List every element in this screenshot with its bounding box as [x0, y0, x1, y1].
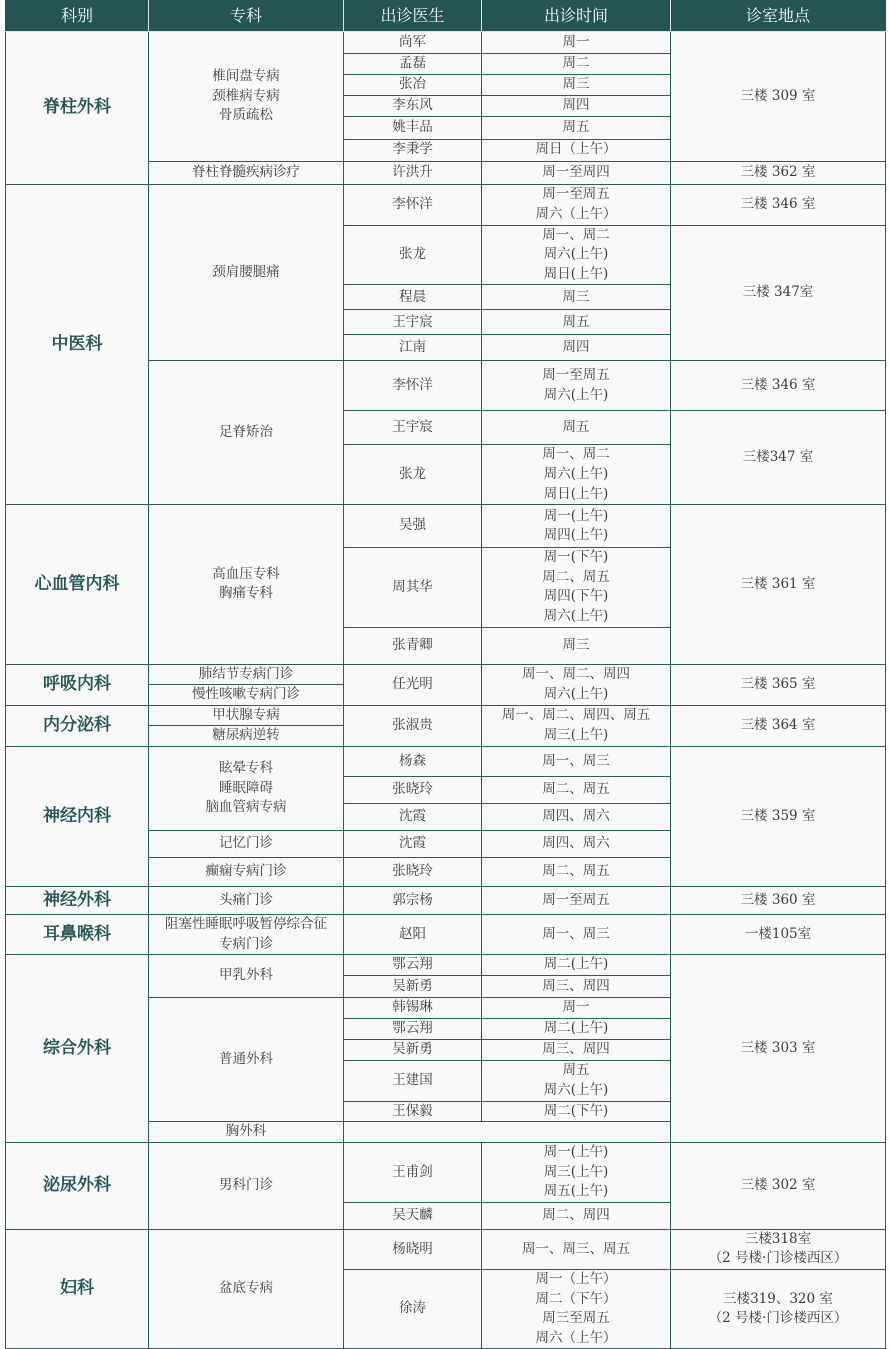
doctor-cell: 姚丰品 — [344, 116, 482, 139]
time-cell: 周一、周三 — [482, 914, 671, 954]
table-row — [6, 914, 886, 954]
specialty-cell: 盆底专病 — [149, 1229, 344, 1349]
department-cell: 神经外科 — [6, 886, 149, 914]
doctor-cell: 王宇宸 — [344, 411, 482, 445]
doctor-cell: 许洪升 — [344, 161, 482, 184]
header-department: 科别 — [6, 1, 149, 32]
specialty-cell: 男科门诊 — [149, 1142, 344, 1229]
time-cell: 周一(下午) 周二、周五 周四(下午) 周六(上午) — [482, 548, 671, 627]
specialty-cell: 脊柱脊髓疾病诊疗 — [149, 161, 344, 184]
department-cell: 耳鼻喉科 — [6, 914, 149, 954]
table-row — [6, 1142, 886, 1202]
time-cell: 周一、周三 — [482, 746, 671, 776]
doctor-cell: 张淑贵 — [344, 705, 482, 746]
schedule-body — [6, 32, 886, 1349]
doctor-cell: 徐涛 — [344, 1270, 482, 1349]
doctor-cell: 程晨 — [344, 285, 482, 310]
doctor-cell: 吴新勇 — [344, 1040, 482, 1061]
header-time: 出诊时间 — [482, 1, 671, 32]
room-cell: 三楼 362 室 — [671, 161, 886, 184]
room-cell: 三楼 346 室 — [671, 361, 886, 411]
time-cell: 周四 — [482, 95, 671, 116]
department-cell: 泌尿外科 — [6, 1142, 149, 1229]
time-cell: 周三 — [482, 627, 671, 664]
table-row — [6, 1229, 886, 1269]
time-cell: 周二 — [482, 54, 671, 75]
specialty-cell: 甲乳外科 — [149, 955, 344, 998]
doctor-cell: 李怀洋 — [344, 184, 482, 225]
specialty-cell: 足脊矫治 — [149, 361, 344, 505]
doctor-cell: 杨森 — [344, 746, 482, 776]
doctor-cell: 王保毅 — [344, 1101, 482, 1122]
department-cell: 综合外科 — [6, 955, 149, 1143]
specialty-cell: 癫痫专病门诊 — [149, 857, 344, 886]
specialty-cell: 高血压专科 胸痛专科 — [149, 505, 344, 664]
room-cell: 三楼 361 室 — [671, 505, 886, 664]
doctor-cell: 沈霞 — [344, 830, 482, 857]
specialty-cell: 甲状腺专病 — [149, 705, 344, 726]
specialty-cell: 胸外科 — [149, 1122, 344, 1143]
room-cell: 三楼318室 （2 号楼·门诊楼西区） — [671, 1229, 886, 1269]
specialty-cell: 颈肩腰腿痛 — [149, 184, 344, 361]
room-cell: 三楼 359 室 — [671, 746, 886, 886]
time-cell: 周五 — [482, 310, 671, 335]
table-row — [6, 184, 886, 225]
doctor-cell: 李怀洋 — [344, 361, 482, 411]
time-cell: 周五 — [482, 411, 671, 445]
header-room: 诊室地点 — [671, 1, 886, 32]
doctor-cell: 吴新勇 — [344, 976, 482, 998]
room-cell: 三楼 309 室 — [671, 32, 886, 162]
room-cell: 三楼319、320 室 （2 号楼·门诊楼西区） — [671, 1270, 886, 1349]
time-cell: 周三 — [482, 74, 671, 95]
room-cell: 三楼 302 室 — [671, 1142, 886, 1229]
doctor-cell: 沈霞 — [344, 803, 482, 830]
time-cell: 周二、周五 — [482, 776, 671, 803]
room-cell: 三楼 365 室 — [671, 664, 886, 705]
time-cell: 周一（上午） 周二（下午） 周三至周五 周六（上午） — [482, 1270, 671, 1349]
doctor-cell: 张青卿 — [344, 627, 482, 664]
time-cell: 周五 周六(上午) — [482, 1060, 671, 1101]
doctor-cell: 张冶 — [344, 74, 482, 95]
doctor-cell: 杨晓明 — [344, 1229, 482, 1269]
department-cell: 脊柱外科 — [6, 32, 149, 185]
doctor-cell: 张晓玲 — [344, 776, 482, 803]
doctor-cell: 张龙 — [344, 225, 482, 285]
time-cell: 周一、周二 周六(上午) 周日(上午) — [482, 225, 671, 285]
doctor-cell: 尚军 — [344, 32, 482, 54]
time-cell: 周一至周五 周六（上午） — [482, 184, 671, 225]
doctor-cell: 王宇宸 — [344, 310, 482, 335]
department-cell: 妇科 — [6, 1229, 149, 1349]
room-cell: 三楼 303 室 — [671, 955, 886, 1143]
doctor-cell: 孟磊 — [344, 54, 482, 75]
time-cell: 周四、周六 — [482, 803, 671, 830]
room-cell: 一楼105室 — [671, 914, 886, 954]
time-cell: 周一 — [482, 998, 671, 1019]
time-cell: 周一(上午) 周三(上午) 周五(上午) — [482, 1142, 671, 1202]
department-cell: 呼吸内科 — [6, 664, 149, 705]
doctor-cell: 周其华 — [344, 548, 482, 627]
doctor-cell: 吴强 — [344, 505, 482, 548]
doctor-cell: 张龙 — [344, 445, 482, 505]
time-cell: 周二、周四 — [482, 1202, 671, 1229]
time-cell: 周四 — [482, 335, 671, 361]
specialty-cell: 阻塞性睡眠呼吸暂停综合征 专病门诊 — [149, 914, 344, 954]
department-cell: 内分泌科 — [6, 705, 149, 746]
time-cell: 周三、周四 — [482, 976, 671, 998]
time-cell: 周二、周五 — [482, 857, 671, 886]
doctor-cell: 赵阳 — [344, 914, 482, 954]
header-row — [6, 1, 886, 32]
time-cell: 周日（上午） — [482, 139, 671, 161]
specialty-cell: 头痛门诊 — [149, 886, 344, 914]
room-cell: 三楼 364 室 — [671, 705, 886, 746]
room-cell: 三楼347 室 — [671, 411, 886, 505]
specialty-cell: 椎间盘专病 颈椎病专病 骨质疏松 — [149, 32, 344, 162]
time-cell: 周三 — [482, 285, 671, 310]
doctor-cell: 江南 — [344, 335, 482, 361]
doctor-cell: 鄂云翔 — [344, 1019, 482, 1040]
time-cell: 周一 — [482, 32, 671, 54]
time-cell: 周一至周四 — [482, 161, 671, 184]
table-row — [6, 886, 886, 914]
doctor-cell: 韩锡琳 — [344, 998, 482, 1019]
doctor-cell: 鄂云翔 — [344, 955, 482, 976]
doctor-cell: 吴天麟 — [344, 1202, 482, 1229]
doctor-cell: 张晓玲 — [344, 857, 482, 886]
clinic-schedule-table — [5, 0, 886, 1349]
doctor-cell: 王甫剑 — [344, 1142, 482, 1202]
specialty-cell: 记忆门诊 — [149, 830, 344, 857]
time-cell: 周一(上午) 周四(上午) — [482, 505, 671, 548]
doctor-cell: 李秉学 — [344, 139, 482, 161]
specialty-cell: 慢性咳嗽专病门诊 — [149, 685, 344, 706]
time-cell: 周二(上午) — [482, 955, 671, 976]
time-cell: 周二(下午) — [482, 1101, 671, 1122]
time-cell: 周三、周四 — [482, 1040, 671, 1061]
time-cell: 周一、周二、周四、周五 周三(上午) — [482, 705, 671, 746]
time-cell: 周一、周二、周四 周六(上午) — [482, 664, 671, 705]
room-cell: 三楼 346 室 — [671, 184, 886, 225]
time-cell: 周一、周三、周五 — [482, 1229, 671, 1269]
table-row — [6, 746, 886, 776]
header-doctor: 出诊医生 — [344, 1, 482, 32]
department-cell: 中医科 — [6, 184, 149, 505]
table-row — [6, 664, 886, 685]
room-cell: 三楼 360 室 — [671, 886, 886, 914]
specialty-cell: 眩晕专科 睡眠障碍 脑血管病专病 — [149, 746, 344, 830]
time-cell: 周一至周五 — [482, 886, 671, 914]
specialty-cell: 肺结节专病门诊 — [149, 664, 344, 685]
time-cell: 周一、周二 周六(上午) 周日(上午) — [482, 445, 671, 505]
doctor-cell: 任光明 — [344, 664, 482, 705]
time-cell: 周五 — [482, 116, 671, 139]
specialty-cell: 普通外科 — [149, 998, 344, 1122]
time-cell: 周一至周五 周六(上午) — [482, 361, 671, 411]
doctor-cell: 李东风 — [344, 95, 482, 116]
department-cell: 心血管内科 — [6, 505, 149, 664]
specialty-cell: 糖尿病逆转 — [149, 726, 344, 747]
doctor-cell: 王建国 — [344, 1060, 482, 1101]
table-row — [6, 955, 886, 976]
time-cell: 周二(上午) — [482, 1019, 671, 1040]
room-cell: 三楼 347室 — [671, 225, 886, 361]
table-row — [6, 32, 886, 54]
table-row — [6, 705, 886, 726]
department-cell: 神经内科 — [6, 746, 149, 886]
table-row — [6, 505, 886, 548]
time-cell: 周四、周六 — [482, 830, 671, 857]
doctor-cell: 郭宗杨 — [344, 886, 482, 914]
header-specialty: 专科 — [149, 1, 344, 32]
